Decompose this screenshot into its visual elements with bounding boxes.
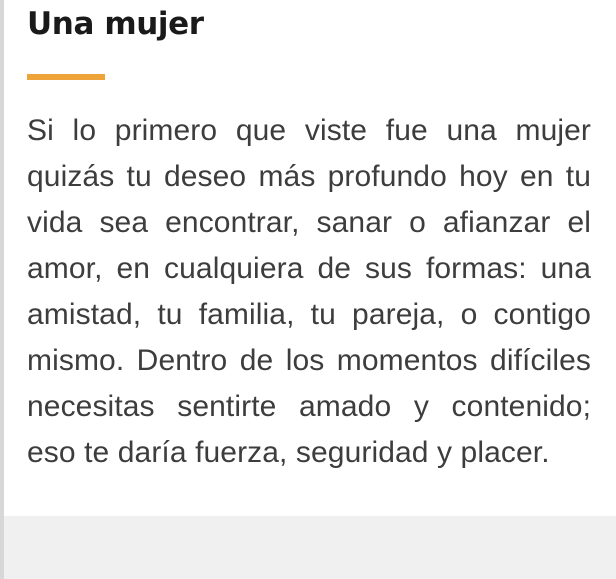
left-margin-rule	[0, 0, 4, 579]
article-content	[27, 0, 591, 476]
article-paragraph: Si lo primero que viste fue una mujer quizás tu deseo más profundo hoy en tu vida sea encontrar, sanar o afianzar el amor, en cualquiera de sus formas: una amistad, tu familia, tu pareja, o contigo mismo. Dentro de los momentos difíciles necesitas sentirte amado y contenido; eso te daría fuerza, seguridad y placer.	[27, 114, 591, 469]
page-title: Una mujer	[27, 6, 204, 42]
article-body	[27, 108, 591, 476]
bottom-shaded-band	[0, 516, 616, 579]
title-accent-bar	[27, 74, 105, 80]
